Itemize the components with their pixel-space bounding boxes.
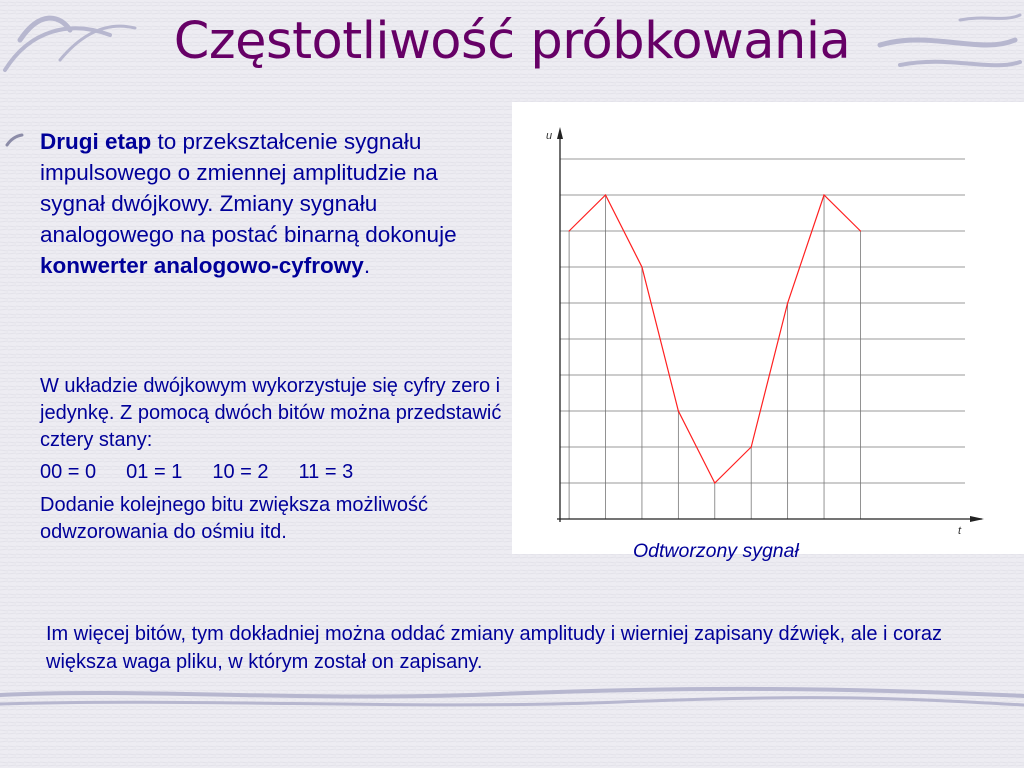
paragraph-end: . xyxy=(363,253,371,278)
signal-point xyxy=(751,446,752,447)
signal-point xyxy=(678,410,679,411)
x-axis-label: t xyxy=(958,525,962,537)
paragraph-binary xyxy=(40,373,510,546)
chart-caption: Odtworzony sygnał xyxy=(633,540,799,562)
bold-lead: Drugi etap xyxy=(40,129,152,154)
y-axis-label: u xyxy=(546,130,553,142)
bit-state: 00 = 0 xyxy=(40,461,97,483)
bold-term: konwerter analogowo-cyfrowy xyxy=(40,253,364,278)
bit-state: 11 = 3 xyxy=(298,461,354,483)
bullet-icon xyxy=(4,132,24,148)
binary-description: W układzie dwójkowym wykorzystuje się cyfry zero i jedynkę. Z pomocą dwóch bitów można przedstawić cztery stany: xyxy=(40,375,502,451)
signal-point xyxy=(569,230,570,231)
signal-point xyxy=(823,194,824,195)
bit-state: 10 = 2 xyxy=(212,461,269,483)
signal-chart xyxy=(512,102,1024,554)
bottom-note: Im więcej bitów, tym dokładniej można oddać zmiany amplitudy i wierniej zapisany dźwięk, ale i coraz większa waga pliku, w którym został on zapisany. xyxy=(46,623,942,673)
signal-point xyxy=(860,230,861,231)
x-axis-arrow xyxy=(970,516,984,522)
signal-point xyxy=(714,482,715,483)
paragraph-text: to przekształcenie sygnału impulsowego o zmiennej amplitudzie na sygnał dwójkowy. Zmiany sygnału analogowego na postać binarną dokonuje xyxy=(40,129,457,247)
page-title: Częstotliwość próbkowania xyxy=(173,12,851,71)
y-axis-arrow xyxy=(557,127,563,139)
signal-point xyxy=(641,266,642,267)
bit-state: 01 = 1 xyxy=(126,461,183,483)
bit-states xyxy=(40,459,510,486)
extra-bit-note: Dodanie kolejnego bitu zwiększa możliwość odwzorowania do ośmiu itd. xyxy=(40,494,428,543)
signal-point xyxy=(787,302,788,303)
signal-point xyxy=(605,194,606,195)
paragraph-conversion xyxy=(40,126,480,281)
